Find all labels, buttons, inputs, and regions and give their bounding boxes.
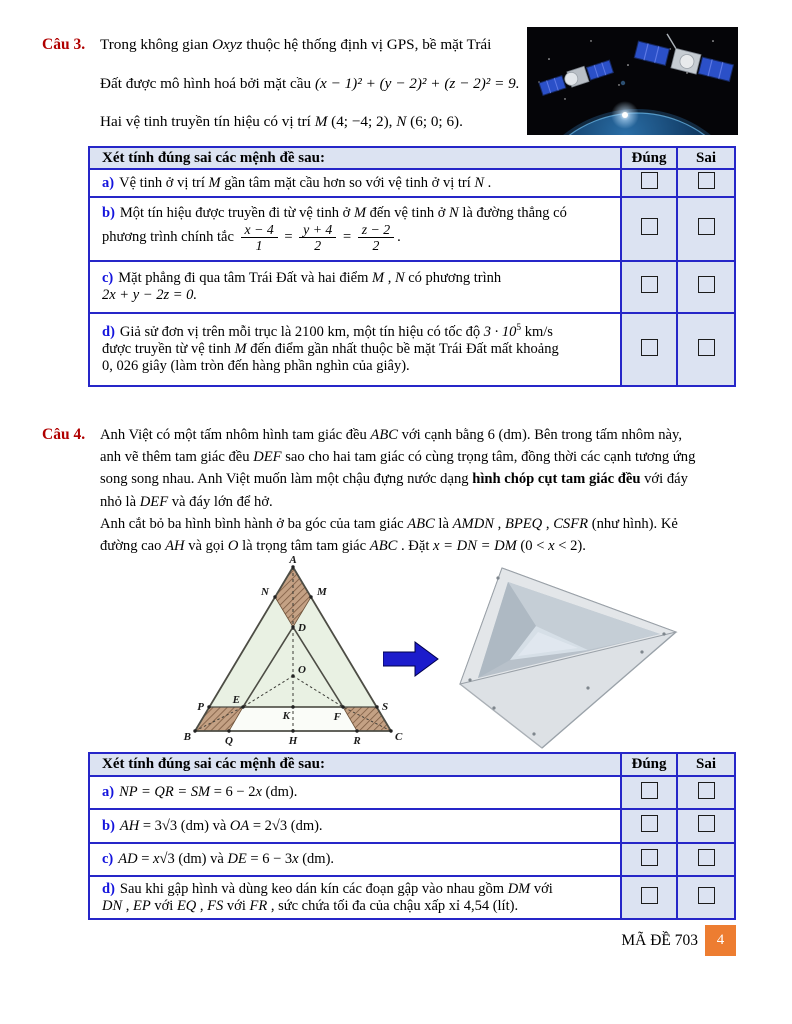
question-4-line: song song nhau. Anh Việt muốn làm một chậu đựng nước dạng hình chóp cụt tam giác đều với đáy <box>100 471 688 488</box>
point-label-C: C <box>395 731 403 743</box>
exam-code: MÃ ĐỀ 703 <box>621 932 698 949</box>
question-4-line: anh vẽ thêm tam giác đều DEF sao cho hai tam giác có cùng trọng tâm, đồng thời các cạnh tương ứng <box>100 449 696 466</box>
statement-text: Vệ tinh ở vị trí M gần tâm mặt cầu hơn so với vệ tinh ở vị trí N . <box>119 174 492 191</box>
triangle-diagram <box>183 553 411 753</box>
statement-text: Mặt phẳng đi qua tâm Trái Đất và hai điểm M , N có phương trình 2x + y − 2z = 0. <box>102 270 502 303</box>
point-label-D: D <box>298 622 306 634</box>
point-label-K: K <box>282 710 290 722</box>
table-row <box>89 809 735 843</box>
table-row <box>89 843 735 876</box>
question-3-line: Hai vệ tinh truyền tín hiệu có vị trí M (4; −4; 2), N (6; 0; 6). <box>100 113 463 130</box>
point-label-P: P <box>197 701 204 713</box>
table-row <box>89 197 735 261</box>
point-label-N: N <box>261 586 269 598</box>
statement-text: AD = x√3 (dm) và DE = 6 − 3x (dm). <box>118 851 335 867</box>
question-4-line: nhỏ là DEF và đáy lớn để hở. <box>100 493 273 510</box>
true-checkbox[interactable] <box>641 887 658 904</box>
statement-label: a) <box>102 784 115 800</box>
satellites-earth-image <box>527 27 738 135</box>
statement-text: Một tín hiệu được truyền đi từ vệ tinh ở M đến vệ tinh ở N là đường thẳng có phương trình chính tắc $\frac{x - 4}{1}$ = $\frac{y + 4}{2}$ = $\frac{z - 2}{2}$ . <box>102 204 567 253</box>
table-header-true: Đúng <box>621 753 677 776</box>
point-label-F: F <box>333 711 341 723</box>
false-checkbox[interactable] <box>698 218 715 235</box>
false-checkbox[interactable] <box>698 849 715 866</box>
false-checkbox[interactable] <box>698 887 715 904</box>
point-label-R: R <box>353 735 361 747</box>
table-header-false: Sai <box>677 753 735 776</box>
question-4-text <box>100 424 760 557</box>
table-row <box>89 169 735 197</box>
question-3-line: Trong không gian Oxyz thuộc hệ thống định vị GPS, bề mặt Trái <box>100 36 492 53</box>
statement-text: Sau khi gập hình và dùng keo dán kín các đoạn gập vào nhau gồm DM với DN , EP với EQ , FS với FR , sức chứa tối đa của chậu xấp xỉ 4,54 (lít). <box>102 880 553 914</box>
statement-label: b) <box>102 204 115 221</box>
false-checkbox[interactable] <box>698 276 715 293</box>
true-checkbox[interactable] <box>641 782 658 799</box>
false-checkbox[interactable] <box>698 782 715 799</box>
question-4-label: Câu 4. <box>42 426 86 443</box>
question-3-label: Câu 3. <box>42 36 86 53</box>
statement-label: d) <box>102 324 115 340</box>
point-label-H: H <box>288 735 298 747</box>
table-row <box>89 313 735 386</box>
question-4-line: đường cao AH và gọi O là trọng tâm tam giác ABC . Đặt x = DN = DM (0 < x < 2). <box>100 537 586 554</box>
table-header-false: Sai <box>677 147 735 169</box>
right-arrow-icon <box>383 640 439 678</box>
true-checkbox[interactable] <box>641 815 658 832</box>
point-label-B: B <box>183 731 191 743</box>
statement-label: b) <box>102 817 115 834</box>
statement-text: Giả sử đơn vị trên mỗi trục là 2100 km, một tín hiệu có tốc độ $3 \cdot 10^5$ km/s được truyền từ vệ tinh M đến điểm gần nhất thuộc bề mặt Trái Đất mất khoảng 0, 026 giây (làm tròn đến hàng phần nghìn của giây). <box>102 323 559 374</box>
false-checkbox[interactable] <box>698 172 715 189</box>
false-checkbox[interactable] <box>698 339 715 356</box>
statement-label: a) <box>102 174 115 191</box>
true-checkbox[interactable] <box>641 172 658 189</box>
page-number-badge: 4 <box>705 925 736 956</box>
true-checkbox[interactable] <box>641 339 658 356</box>
question-4-line: Anh cắt bỏ ba hình bình hành ở ba góc của tam giác ABC là AMDN , BPEQ , CSFR (như hình). Kẻ <box>100 515 678 532</box>
statement-text: AH = 3√3 (dm) và OA = 2√3 (dm). <box>119 817 323 834</box>
statement-label: c) <box>102 270 114 286</box>
point-label-S: S <box>382 701 389 713</box>
table-header-true: Đúng <box>621 147 677 169</box>
question-4-line: Anh Việt có một tấm nhôm hình tam giác đều ABC với cạnh bằng 6 (dm). Bên trong tấm nhôm này, <box>100 427 682 443</box>
metal-tray-image <box>438 552 686 754</box>
statement-label: c) <box>102 851 114 867</box>
true-checkbox[interactable] <box>641 276 658 293</box>
true-checkbox[interactable] <box>641 218 658 235</box>
statement-text: NP = QR = SM = 6 − 2x (dm). <box>119 784 298 800</box>
question-3-line: Đất được mô hình hoá bởi mặt cầu (x − 1)² + (y − 2)² + (z − 2)² = 9. <box>100 74 520 92</box>
table-header-statement: Xét tính đúng sai các mệnh đề sau: <box>89 147 621 169</box>
false-checkbox[interactable] <box>698 815 715 832</box>
q4-truth-table <box>88 752 736 920</box>
true-checkbox[interactable] <box>641 849 658 866</box>
statement-label: d) <box>102 880 115 897</box>
point-label-E: E <box>232 694 240 706</box>
question-3-text <box>100 26 536 142</box>
table-header-statement: Xét tính đúng sai các mệnh đề sau: <box>89 753 621 776</box>
point-label-O: O <box>298 664 306 676</box>
table-row <box>89 261 735 313</box>
table-row <box>89 876 735 919</box>
point-label-Q: Q <box>225 735 233 747</box>
point-label-M: M <box>317 586 327 598</box>
q3-truth-table <box>88 146 736 387</box>
point-label-A: A <box>289 554 297 566</box>
table-row <box>89 776 735 809</box>
